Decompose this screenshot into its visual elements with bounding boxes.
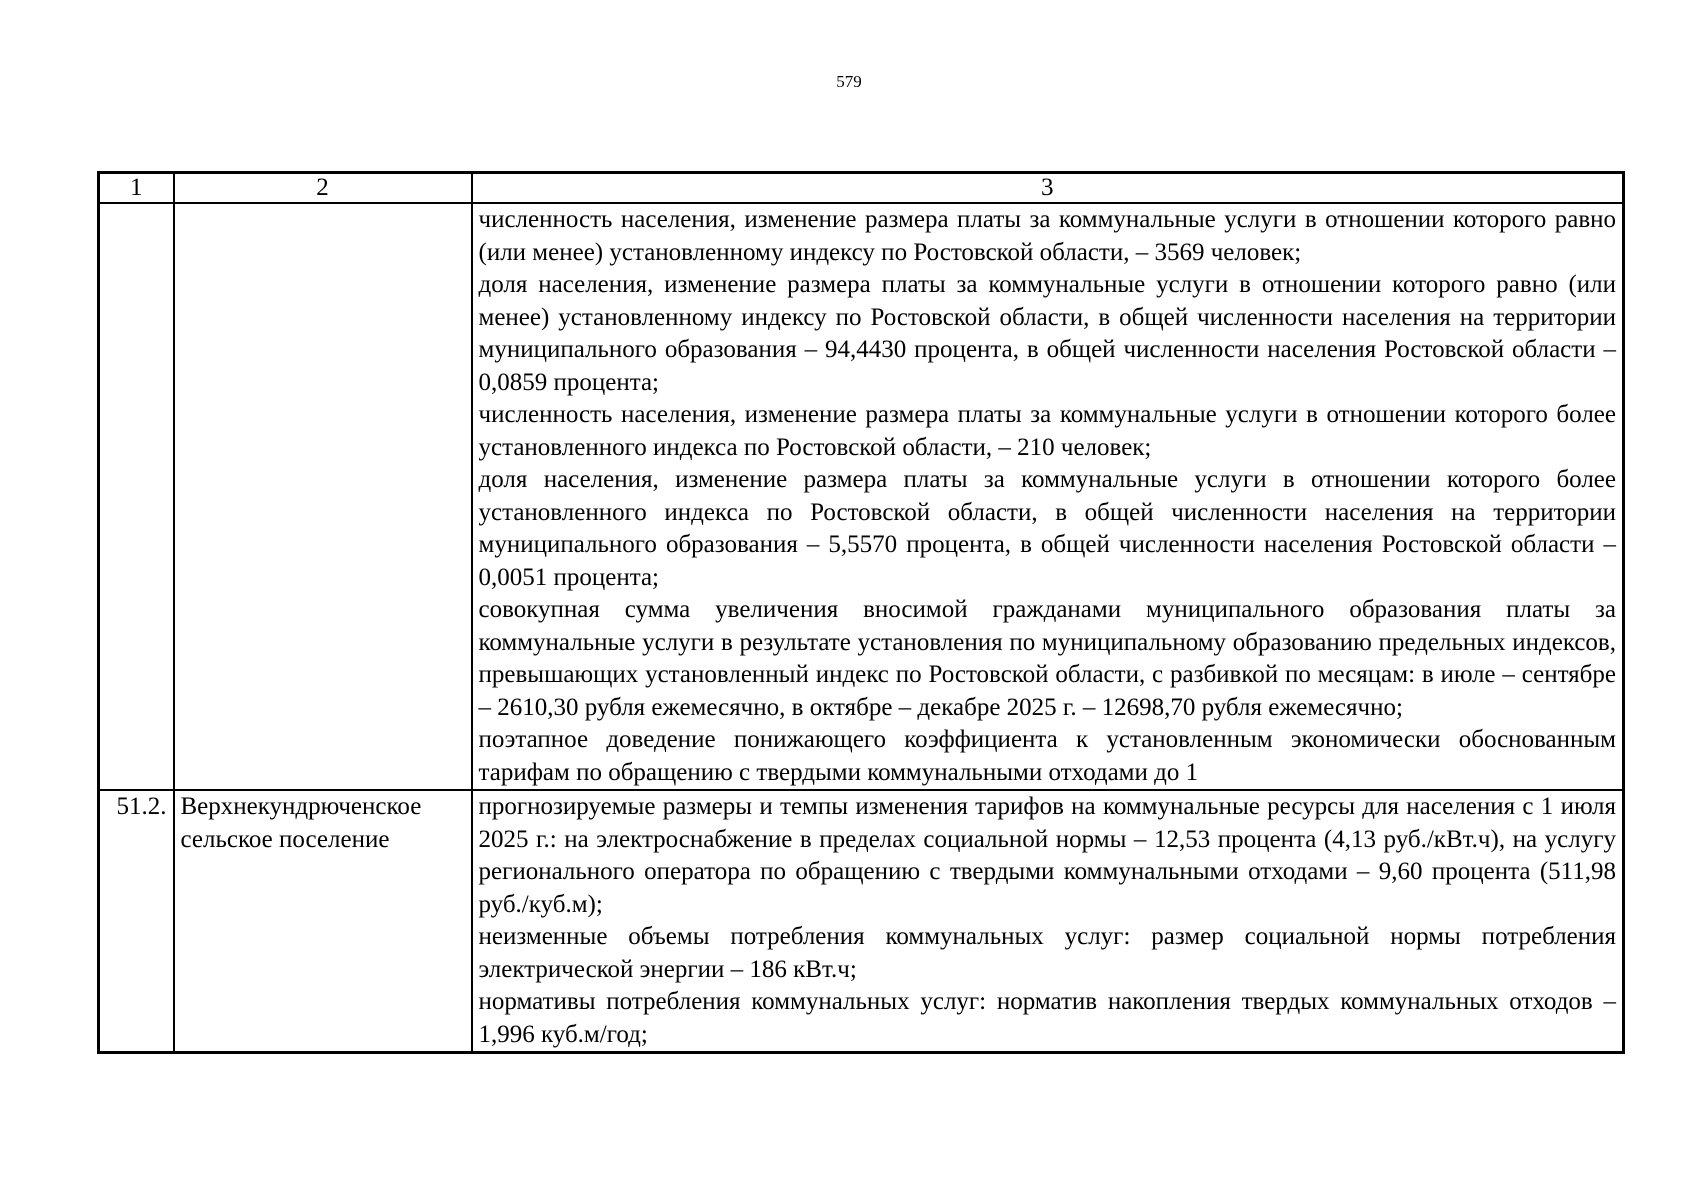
header-cell-2: 2	[174, 173, 472, 204]
table-row	[99, 203, 1624, 790]
page-number: 579	[836, 72, 862, 91]
header-cell-3: 3	[472, 173, 1624, 204]
header-cell-1: 1	[99, 173, 174, 204]
description-paragraph: численность населения, изменение размера платы за коммунальные услуги в отношении которого более установленного индекса по Ростовской области, – 210 человек;	[478, 401, 1616, 461]
data-table	[97, 171, 1625, 1054]
settlement-name: Верхнекундрюченское сельское поселение	[174, 790, 472, 1053]
description-paragraph: нормативы потребления коммунальных услуг: норматив накопления твердых коммунальных отходов – 1,996 куб.м/год;	[478, 988, 1616, 1048]
description-paragraph: доля населения, изменение размера платы за коммунальные услуги в отношении которого равно (или менее) установленному индексу по Ростовской области, в общей численности населения на территории муниципального образования – 94,4430 процента, в общей численности населения Ростовской области – 0,0859 процента;	[478, 271, 1616, 396]
table-header-row	[99, 173, 1624, 204]
description-paragraph: численность населения, изменение размера платы за коммунальные услуги в отношении которого равно (или менее) установленному индексу по Ростовской области, – 3569 человек;	[478, 206, 1616, 266]
row-number	[99, 203, 174, 790]
description-paragraph: поэтапное доведение понижающего коэффициента к установленным экономически обоснованным тарифам по обращению с твердыми коммунальными отходами до 1	[478, 726, 1616, 786]
row-number: 51.2.	[99, 790, 174, 1053]
row-description	[472, 790, 1624, 1053]
description-paragraph: доля населения, изменение размера платы за коммунальные услуги в отношении которого более установленного индекса по Ростовской области, в общей численности населения на территории муниципального образования – 5,5570 процента, в общей численности населения Ростовской области – 0,0051 процента;	[478, 466, 1616, 591]
row-description	[472, 203, 1624, 790]
table-row	[99, 790, 1624, 1053]
settlement-name	[174, 203, 472, 790]
description-paragraph: совокупная сумма увеличения вносимой гражданами муниципального образования платы за коммунальные услуги в результате установления по муниципальному образованию предельных индексов, превышающих установленный индекс по Ростовской области, с разбивкой по месяцам: в июле – сентябре – 2610,30 рубля ежемесячно, в октябре – декабре 2025 г. – 12698,70 рубля ежемесячно;	[478, 596, 1616, 721]
description-paragraph: неизменные объемы потребления коммунальных услуг: размер социальной нормы потребления электрической энергии – 186 кВт.ч;	[478, 923, 1616, 983]
description-paragraph: прогнозируемые размеры и темпы изменения тарифов на коммунальные ресурсы для населения с 1 июля 2025 г.: на электроснабжение в пределах социальной нормы – 12,53 процента (4,13 руб./кВт.ч), на услугу регионального оператора по обращению с твердыми коммунальными отходами – 9,60 процента (511,98 руб./куб.м);	[478, 793, 1616, 918]
